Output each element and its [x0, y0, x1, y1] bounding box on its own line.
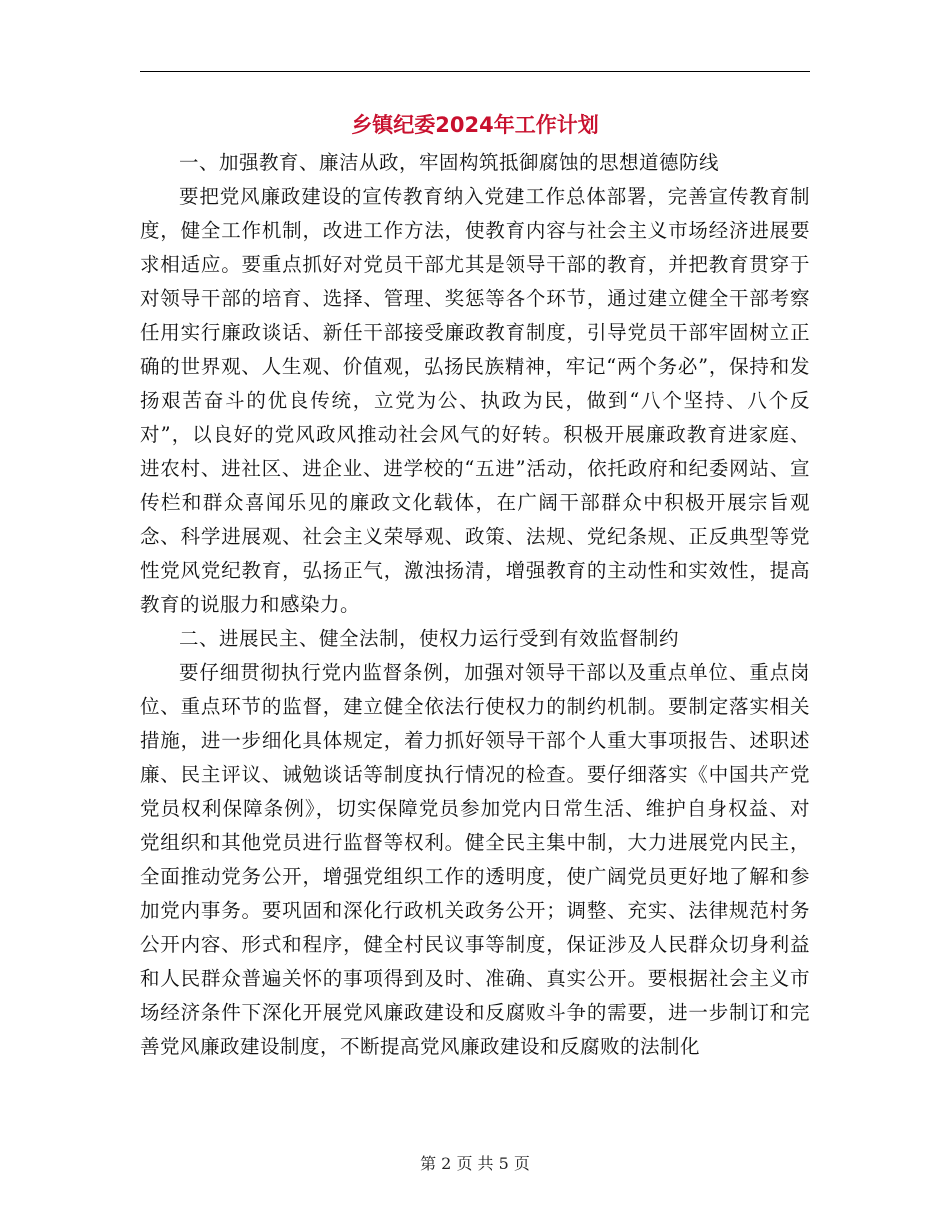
page-number-footer: 第 2 页 共 5 页: [420, 1154, 530, 1173]
section-1-heading: 一、加强教育、廉洁从政，牢固构筑抵御腐蚀的思想道德防线: [179, 151, 720, 174]
document-body: [140, 146, 810, 1064]
document-title: 乡镇纪委2024年工作计划: [351, 113, 599, 137]
header-rule: [140, 71, 810, 72]
section-1-paragraph: 要把党风廉政建设的宣传教育纳入党建工作总体部署，完善宣传教育制度，健全工作机制，改进工作方法，使教育内容与社会主义市场经济进展要求相适应。要重点抓好对党员干部尤其是领导干部的教育，并把教育贯穿于对领导干部的培育、选择、管理、奖惩等各个环节，通过建立健全干部考察任用实行廉政谈话、新任干部接受廉政教育制度，引导党员干部牢固树立正确的世界观、人生观、价值观，弘扬民族精神，牢记“两个务必”，保持和发扬艰苦奋斗的优良传统，立党为公、执政为民，做到“八个坚持、八个反对”，以良好的党风政风推动社会风气的好转。积极开展廉政教育进家庭、进农村、进社区、进企业、进学校的“五进”活动，依托政府和纪委网站、宣传栏和群众喜闻乐见的廉政文化载体，在广阔干部群众中积极开展宗旨观念、科学进展观、社会主义荣辱观、政策、法规、党纪条规、正反典型等党性党风党纪教育，弘扬正气，激浊扬清，增强教育的主动性和实效性，提高教育的说服力和感染力。: [140, 185, 810, 616]
section-2-paragraph: 要仔细贯彻执行党内监督条例，加强对领导干部以及重点单位、重点岗位、重点环节的监督，建立健全依法行使权力的制约机制。要制定落实相关措施，进一步细化具体规定，着力抓好领导干部个人重大事项报告、述职述廉、民主评议、诫勉谈话等制度执行情况的检查。要仔细落实《中国共产党党员权利保障条例》，切实保障党员参加党内日常生活、维护自身权益、对党组织和其他党员进行监督等权利。健全民主集中制，大力进展党内民主，全面推动党务公开，增强党组织工作的透明度，使广阔党员更好地了解和参加党内事务。要巩固和深化行政机关政务公开；调整、充实、法律规范村务公开内容、形式和程序，健全村民议事等制度，保证涉及人民群众切身利益和人民群众普遍关怀的事项得到及时、准确、真实公开。要根据社会主义市场经济条件下深化开展党风廉政建设和反腐败斗争的需要，进一步制订和完善党风廉政建设制度，不断提高党风廉政建设和反腐败的法制化: [140, 661, 810, 1058]
section-2-heading: 二、进展民主、健全法制，使权力运行受到有效监督制约: [179, 627, 680, 650]
